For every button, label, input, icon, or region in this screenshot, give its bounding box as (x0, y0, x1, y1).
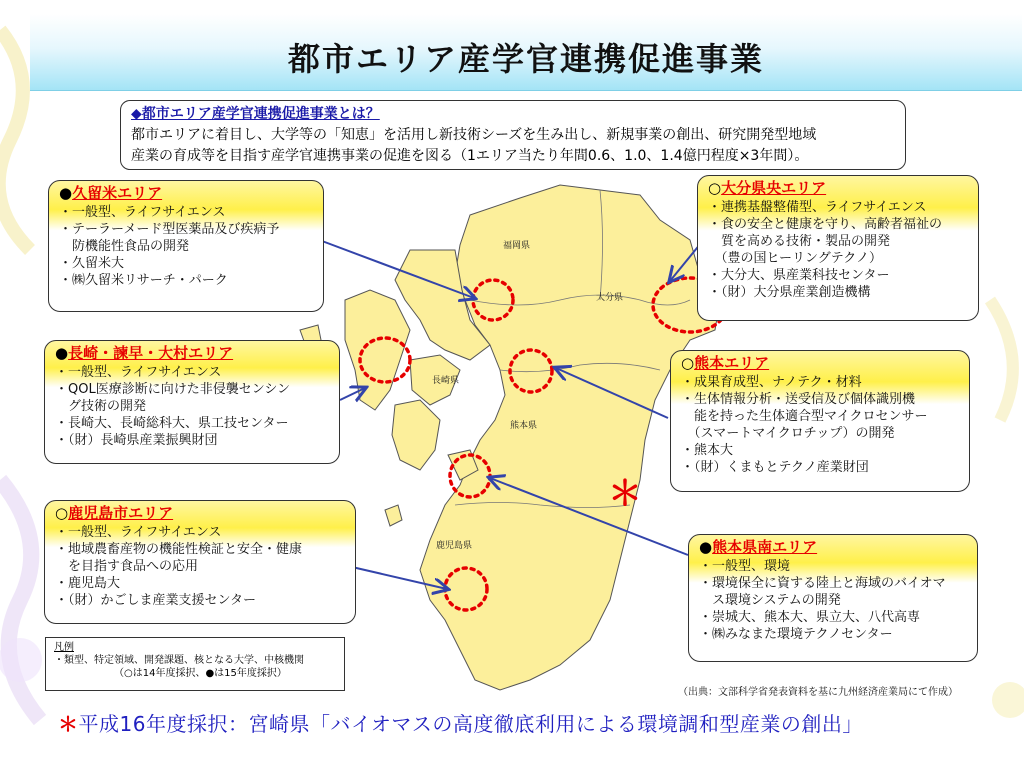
area-item: ・長崎大、長崎総科大、県工技センター (55, 416, 289, 431)
area-name: 久留米エリア (72, 184, 163, 202)
area-item: 質を高める技術・製品の開発 (708, 234, 891, 249)
area-name: 鹿児島市エリア (68, 504, 174, 522)
footer-text: 平成16年度採択：宮崎県「バイオマスの高度徹底利用による環境調和型産業の創出」 (78, 712, 863, 736)
area-box-oita (697, 175, 979, 321)
area-item: （豊の国ヒーリングテクノ） (708, 251, 882, 266)
koshiki-islands (385, 505, 402, 526)
area-item: ・一般型、ライフサイエンス (55, 365, 222, 380)
prefecture-label-kumamoto: 熊本県 (510, 421, 538, 431)
page-title: 都市エリア産学官連携促進事業 (287, 40, 764, 78)
intro-line-1: 都市エリアに着目し、大学等の「知恵」を活用し新技術シーズを生み出し、新規事業の創出、研究開発型地域 (131, 127, 817, 143)
intro-line-2: 産業の育成等を目指す産学官連携事業の促進を図る（1エリア当たり年間0.6、1.0、1.4億円程度×3年間）。 (131, 148, 809, 164)
area-box-kagoshima (44, 500, 356, 624)
area-item: ・（財）大分県産業創造機構 (708, 285, 871, 300)
area-item: ・久留米大 (59, 256, 125, 271)
area-item: 防機能性食品の開発 (59, 239, 190, 254)
area-item: ・㈱久留米リサーチ・パーク (59, 273, 228, 288)
area-item: ・連携基盤整備型、ライフサイエンス (708, 200, 927, 215)
area-box-kumamoto (670, 350, 970, 492)
area-box-kurume (48, 180, 324, 312)
area-item: ・テーラーメード型医薬品及び疾病予 (59, 222, 280, 237)
area-item: ・崇城大、熊本大、県立大、八代高専 (699, 610, 921, 625)
area-item: ・大分大、県産業科技センター (708, 268, 890, 283)
area-item: グ技術の開発 (55, 399, 147, 414)
area-item: ・QOL医療診断に向けた非侵襲センシン (55, 382, 291, 397)
area-item: ・（財）長崎県産業振興財団 (55, 433, 218, 448)
area-item: ・一般型、ライフサイエンス (59, 205, 226, 220)
area-item: ・成果育成型、ナノテク・材料 (681, 375, 862, 390)
area-item: ・熊本大 (681, 443, 734, 458)
legend-title: 凡例 (54, 642, 74, 653)
area-item: ・（財）かごしま産業支援センター (55, 593, 256, 608)
map-star-miyazaki: ＊ (608, 474, 642, 514)
area-item: ・一般型、ライフサイエンス (55, 525, 222, 540)
area-box-kumamoto-south (688, 534, 978, 662)
area-mark: ● (59, 184, 73, 202)
area-name: 熊本エリア (694, 354, 770, 372)
area-item: ・（財）くまもとテクノ産業財団 (681, 460, 869, 475)
area-mark: ● (699, 538, 713, 556)
area-item: ・食の安全と健康を守り、高齢者福祉の (708, 217, 943, 232)
area-mark: ● (55, 344, 69, 362)
prefecture-label-nagasaki: 長崎県 (432, 376, 460, 386)
area-mark: ○ (55, 504, 69, 522)
amakusa-islands (392, 400, 440, 470)
area-name: 大分県央エリア (721, 179, 827, 197)
area-item: ・生体情報分析・送受信及び個体識別機 (681, 392, 916, 407)
prefecture-label-kagoshima: 鹿児島県 (436, 541, 473, 551)
intro-heading: ◆都市エリア産学官連携促進事業とは？ (131, 106, 380, 122)
area-item: を目指す食品への応用 (55, 559, 199, 574)
area-mark: ○ (681, 354, 695, 372)
area-mark: ○ (708, 179, 722, 197)
area-item: ・環境保全に資する陸上と海域のバイオマ (699, 576, 946, 591)
prefecture-label-oita: 大分県 (596, 293, 624, 303)
area-box-nagasaki (44, 340, 340, 464)
legend-line-2: （○は14年度採択、●は15年度採択） (114, 668, 287, 679)
footer-note (58, 708, 863, 737)
source-note: （出典：文部科学省発表資料を基に九州経済産業局にて作成） (678, 687, 958, 698)
area-item: 能を持った生体適合型マイクロセンサー (681, 409, 928, 424)
area-item: ・地域農畜産物の機能性検証と安全・健康 (55, 542, 303, 557)
footer-star: ＊ (58, 712, 79, 736)
legend-box (45, 637, 345, 691)
area-item: （スマートマイクロチップ）の開発 (681, 426, 895, 441)
area-item: ・㈱みなまた環境テクノセンター (699, 627, 893, 642)
area-name: 熊本県南エリア (712, 538, 818, 556)
legend-line-1: ・類型、特定領域、開発課題、核となる大学、中核機関 (54, 655, 304, 666)
area-name: 長崎・諫早・大村エリア (68, 344, 234, 362)
area-item: ・鹿児島大 (55, 576, 121, 591)
prefecture-label-fukuoka: 福岡県 (503, 241, 531, 251)
area-item: ス環境システムの開発 (699, 593, 841, 608)
area-item: ・一般型、環境 (699, 559, 791, 574)
